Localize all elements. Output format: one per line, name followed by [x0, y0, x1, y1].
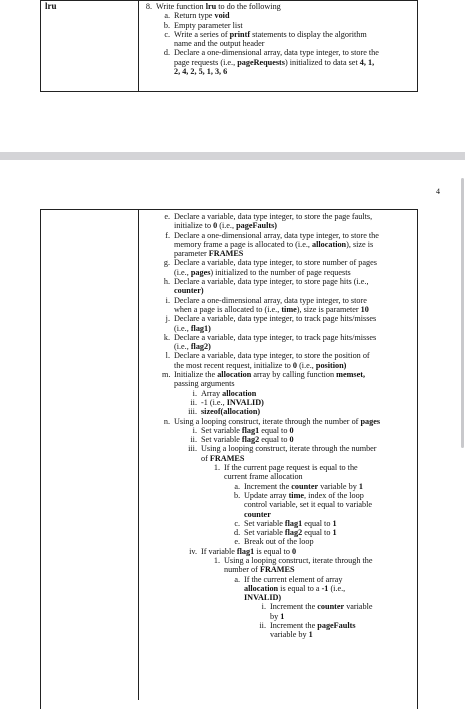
text-run: Using a looping construct, iterate through the number of [174, 416, 361, 426]
list-item [144, 249, 380, 258]
bold-text: pages [360, 416, 381, 426]
list-item [144, 444, 380, 453]
text-run: variable by [270, 630, 309, 640]
text-run: variable [344, 602, 373, 612]
list-item [144, 537, 380, 546]
bold-text: position) [315, 360, 347, 370]
text-run: Increment the [270, 602, 318, 612]
list-item [144, 231, 380, 240]
list-marker: iii. [188, 444, 197, 454]
list-item [144, 575, 380, 584]
list-item [144, 602, 380, 611]
document-page-1 [0, 0, 465, 154]
list-item [144, 398, 380, 407]
list-item [144, 519, 380, 528]
bold-text: 0 [213, 221, 218, 231]
bold-text: counter) [174, 286, 204, 296]
text-run: Declare a one-dimensional array, data type integer, to store [174, 295, 367, 305]
list-marker: n. [163, 416, 170, 426]
text-run: Write function [156, 2, 206, 11]
list-item [144, 277, 380, 286]
text-run: If the current page request is equal to the [224, 463, 358, 473]
text-run: Set variable [244, 528, 285, 538]
list-item [144, 212, 380, 221]
text-run: Write a series of [174, 29, 230, 39]
list-marker: 1. [213, 463, 220, 473]
bold-text: counter [244, 509, 271, 519]
bold-text: 1 [358, 481, 363, 491]
text-run: the most recent request, initialize to [174, 360, 293, 370]
list-marker: e. [234, 537, 240, 547]
text-run: equal to [302, 528, 333, 538]
text-run: Declare a variable, data type integer, to track page hits/misses [174, 332, 377, 342]
text-run: page requests (i.e., [174, 57, 238, 67]
list-item [144, 361, 380, 370]
list-item [144, 258, 380, 267]
list-item [144, 463, 380, 472]
text-run: to do the following [216, 2, 281, 11]
list-item [144, 621, 380, 630]
column-divider [138, 209, 139, 700]
text-run: ), size is [346, 239, 374, 249]
bold-text: allocation [217, 370, 252, 380]
bold-text: printf [229, 29, 251, 39]
list-marker: i. [192, 388, 197, 398]
bold-text: pageFaults) [236, 221, 278, 231]
list-item [144, 11, 379, 20]
list-marker: h. [163, 277, 170, 287]
list-item [144, 547, 380, 556]
list-marker: g. [163, 258, 170, 268]
list-marker: iii. [188, 407, 197, 417]
page-number: 4 [436, 187, 440, 196]
text-run: equal to [259, 425, 290, 435]
document-page-2 [0, 160, 465, 700]
text-run: of [201, 453, 210, 463]
text-run: If the current element of array [244, 574, 343, 584]
list-item [144, 268, 380, 277]
list-item [144, 584, 380, 593]
text-run: Declare a one-dimensional array, data type integer, to store the [174, 48, 379, 58]
bold-text: 1 [308, 630, 313, 640]
list-item [144, 67, 379, 76]
column-divider [138, 0, 139, 92]
list-item [144, 21, 379, 30]
list-item [144, 510, 380, 519]
text-run: Set variable [244, 518, 285, 528]
list-item [144, 240, 380, 249]
list-item [144, 556, 380, 565]
list-marker: 8. [145, 2, 152, 11]
list-marker: k. [163, 332, 170, 342]
bold-text: 1 [332, 528, 337, 538]
list-marker: a. [234, 574, 240, 584]
bold-text: allocation [244, 583, 279, 593]
bold-text: -1 [321, 583, 329, 593]
text-run: passing arguments [174, 379, 235, 389]
list-item [144, 407, 380, 416]
text-run: Declare a variable, data type integer, to store the page faults, [174, 212, 373, 221]
bold-text: 2, 4, 2, 5, 1, 3, 6 [174, 67, 228, 77]
text-run: current frame allocation [224, 472, 303, 482]
text-run: Array [201, 388, 223, 398]
text-run: If variable [201, 546, 237, 556]
list-item [144, 612, 380, 621]
list-item [144, 370, 380, 379]
bold-text: FRAMES [209, 453, 245, 463]
bold-text: 0 [289, 425, 294, 435]
text-run: by [270, 611, 281, 621]
list-marker: l. [165, 351, 170, 361]
bold-text: pageRequests [237, 57, 285, 67]
bold-text: 1 [280, 611, 285, 621]
list-marker: a. [164, 11, 170, 21]
list-item [144, 314, 380, 323]
list-marker: ii. [190, 435, 197, 445]
bold-text: time [288, 490, 305, 500]
list-marker: d. [163, 48, 170, 58]
text-run: (i.e., [217, 221, 237, 231]
text-run: Return type [174, 11, 215, 21]
bold-text: 0 [291, 546, 297, 556]
bold-text: lru [205, 2, 217, 11]
bold-text: time [281, 304, 297, 314]
list-item [144, 286, 380, 295]
bold-text: 0 [292, 360, 298, 370]
bold-text: void [214, 11, 230, 21]
list-item [144, 221, 380, 230]
list-marker: 1. [213, 555, 220, 565]
bold-text: 0 [289, 435, 294, 445]
bold-text: flag2) [190, 342, 211, 352]
text-run: Declare a variable, data type integer, to track page hits/misses [174, 314, 377, 324]
text-run: -1 (i.e., [201, 397, 227, 407]
list-item [144, 48, 379, 57]
text-run: , index of the loop [304, 490, 364, 500]
list-marker: f. [165, 230, 170, 240]
list-marker: e. [164, 212, 170, 221]
list-item [144, 2, 379, 11]
list-item [144, 435, 380, 444]
text-run: Using a looping construct, iterate through the [224, 555, 373, 565]
list-item [144, 305, 380, 314]
text-run: (i.e., [174, 342, 191, 352]
text-run: (i.e., [174, 323, 191, 333]
list-item [144, 417, 380, 426]
list-marker: ii. [190, 397, 197, 407]
text-run: ) initialized to the number of page requests [210, 267, 351, 277]
bold-text: counter [317, 602, 345, 612]
list-marker: b. [234, 490, 241, 500]
list-marker: d. [234, 528, 241, 538]
list-item [144, 482, 380, 491]
text-run: Initialize the [174, 370, 218, 380]
list-marker: b. [163, 20, 170, 30]
list-item [144, 39, 379, 48]
bold-text: flag1 [284, 518, 303, 528]
text-run: ), size is parameter [296, 304, 361, 314]
list-item [144, 342, 380, 351]
list-marker: a. [234, 481, 240, 491]
text-run: (i.e., [297, 360, 316, 370]
bold-text: pages [190, 267, 211, 277]
text-run: equal to [302, 518, 333, 528]
text-run: Break out of the loop [244, 537, 314, 547]
list-item [144, 389, 380, 398]
bold-text: counter [291, 481, 319, 491]
bold-text: pageFaults [317, 621, 356, 631]
text-run: memory frame a page is allocated to (i.e., [174, 239, 312, 249]
text-run: parameter [174, 249, 209, 259]
list-item [144, 472, 380, 481]
text-run: Increment the [244, 481, 292, 491]
bold-text: flag2 [241, 435, 260, 445]
bold-text: allocation [222, 388, 257, 398]
bold-text: memset, [336, 370, 366, 380]
list-item [144, 528, 380, 537]
list-marker: i. [261, 602, 266, 612]
list-item [144, 630, 380, 639]
list-item [144, 324, 380, 333]
text-run: equal to [259, 435, 290, 445]
bold-text: FRAMES [208, 249, 244, 259]
list-marker: c. [234, 518, 240, 528]
list-item [144, 30, 379, 39]
list-marker: c. [164, 29, 170, 39]
text-run: initialize to [174, 221, 214, 231]
list-item [144, 58, 379, 67]
list-item [144, 426, 380, 435]
list-marker: ii. [259, 621, 266, 631]
text-run: is equal to [254, 546, 292, 556]
text-run: Declare a variable, data type integer, to store the position of [174, 351, 370, 361]
bold-text: flag1) [190, 323, 211, 333]
bold-text: flag2 [284, 528, 303, 538]
instruction-list [144, 2, 379, 76]
text-run: control variable, set it equal to variable [244, 500, 372, 510]
list-item [144, 593, 380, 602]
bold-text: allocation [312, 239, 347, 249]
list-marker: j. [165, 314, 170, 324]
text-run: is equal to a [278, 583, 322, 593]
list-marker: i. [165, 295, 170, 305]
text-run: (i.e., [328, 583, 346, 593]
list-marker: iv. [189, 546, 197, 556]
text-run: Increment the [270, 621, 318, 631]
text-run: Set variable [201, 425, 242, 435]
bold-text: flag1 [236, 546, 255, 556]
text-run: Declare a one-dimensional array, data type integer, to store the [174, 230, 379, 240]
list-item [144, 379, 380, 388]
bold-text: INVALID) [244, 593, 282, 603]
text-run: when a page is allocated to (i.e., [174, 304, 282, 314]
list-item [144, 500, 380, 509]
text-run: ) initialized to data set [284, 57, 360, 67]
bold-text: FRAMES [259, 565, 295, 575]
text-run: Set variable [201, 435, 242, 445]
list-item [144, 454, 380, 463]
text-run: number of [224, 565, 260, 575]
text-run: statements to display the algorithm [250, 29, 367, 39]
text-run: array by calling function [251, 370, 337, 380]
bold-text: INVALID) [226, 397, 264, 407]
list-item [144, 296, 380, 305]
list-item [144, 491, 380, 500]
bold-text: 4, 1, [359, 57, 375, 67]
bold-text: 10 [360, 304, 369, 314]
list-item [144, 565, 380, 574]
list-item [144, 351, 380, 360]
vertical-scrollbar[interactable] [461, 178, 464, 448]
text-run: Using a looping construct, iterate through the number [201, 444, 377, 454]
text-run: variable by [318, 481, 359, 491]
text-run: Empty parameter list [174, 20, 243, 30]
bold-text: flag1 [241, 425, 260, 435]
text-run: Update array [244, 490, 289, 500]
instruction-list-continued [144, 212, 380, 640]
list-marker: i. [192, 425, 197, 435]
text-run: name and the output header [174, 39, 265, 49]
bold-text: sizeof(allocation) [201, 407, 261, 417]
text-run: Declare a variable, data type integer, to store page hits (i.e., [174, 277, 369, 287]
bold-text: 1 [332, 518, 337, 528]
text-run: Declare a variable, data type integer, to store number of pages [174, 258, 377, 268]
text-run: (i.e., [174, 267, 191, 277]
list-item [144, 333, 380, 342]
function-name-cell: lru [45, 1, 57, 11]
list-marker: m. [162, 370, 171, 380]
